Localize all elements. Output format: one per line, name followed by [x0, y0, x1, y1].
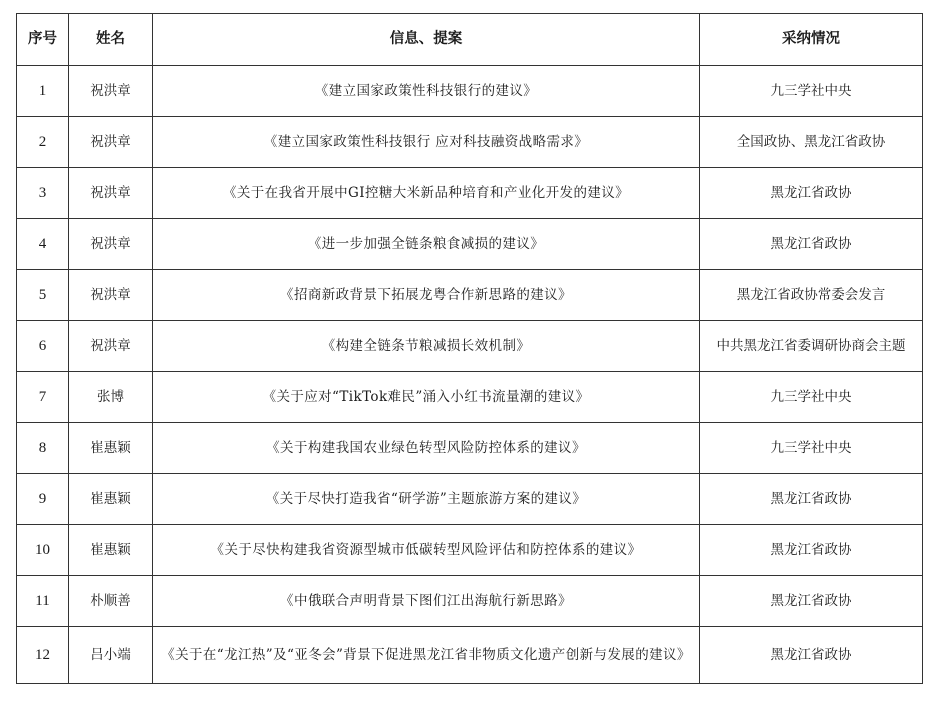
row-proposal: 《中俄联合声明背景下图们江出海航行新思路》 — [153, 576, 700, 627]
table-row — [17, 66, 923, 117]
row-proposal: 《关于在“龙江热”及“亚冬会”背景下促进黑龙江省非物质文化遗产创新与发展的建议》 — [153, 627, 700, 684]
row-proposal: 《构建全链条节粮减损长效机制》 — [153, 321, 700, 372]
table-row — [17, 270, 923, 321]
row-name: 张博 — [69, 372, 153, 423]
row-proposal: 《关于在我省开展中GI控糖大米新品种培育和产业化开发的建议》 — [153, 168, 700, 219]
proposal-table — [16, 13, 923, 684]
row-name: 朴顺善 — [69, 576, 153, 627]
row-index: 11 — [17, 576, 69, 627]
row-adoption: 中共黑龙江省委调研协商会主题 — [700, 321, 923, 372]
row-proposal: 《关于尽快打造我省“研学游”主题旅游方案的建议》 — [153, 474, 700, 525]
row-name: 祝洪章 — [69, 168, 153, 219]
row-name: 崔惠颖 — [69, 474, 153, 525]
table-row — [17, 117, 923, 168]
row-proposal: 《进一步加强全链条粮食减损的建议》 — [153, 219, 700, 270]
row-proposal: 《关于应对“TikTok难民”涌入小红书流量潮的建议》 — [153, 372, 700, 423]
row-name: 吕小端 — [69, 627, 153, 684]
row-name: 祝洪章 — [69, 66, 153, 117]
row-adoption: 黑龙江省政协常委会发言 — [700, 270, 923, 321]
header-proposal: 信息、提案 — [153, 14, 700, 66]
row-index: 4 — [17, 219, 69, 270]
row-name: 崔惠颖 — [69, 525, 153, 576]
table-row — [17, 321, 923, 372]
header-index: 序号 — [17, 14, 69, 66]
row-name: 崔惠颖 — [69, 423, 153, 474]
row-adoption: 黑龙江省政协 — [700, 168, 923, 219]
row-index: 2 — [17, 117, 69, 168]
row-index: 3 — [17, 168, 69, 219]
row-name: 祝洪章 — [69, 117, 153, 168]
row-adoption: 九三学社中央 — [700, 423, 923, 474]
row-index: 1 — [17, 66, 69, 117]
row-name: 祝洪章 — [69, 219, 153, 270]
table-row — [17, 627, 923, 684]
row-index: 9 — [17, 474, 69, 525]
header-name: 姓名 — [69, 14, 153, 66]
row-index: 8 — [17, 423, 69, 474]
table-row — [17, 576, 923, 627]
row-adoption: 九三学社中央 — [700, 66, 923, 117]
header-adoption: 采纳情况 — [700, 14, 923, 66]
row-name: 祝洪章 — [69, 321, 153, 372]
row-adoption: 全国政协、黑龙江省政协 — [700, 117, 923, 168]
table-row — [17, 423, 923, 474]
table-row — [17, 372, 923, 423]
row-adoption: 黑龙江省政协 — [700, 627, 923, 684]
row-index: 6 — [17, 321, 69, 372]
row-proposal: 《建立国家政策性科技银行的建议》 — [153, 66, 700, 117]
row-adoption: 黑龙江省政协 — [700, 525, 923, 576]
row-proposal: 《关于构建我国农业绿色转型风险防控体系的建议》 — [153, 423, 700, 474]
row-index: 5 — [17, 270, 69, 321]
row-proposal: 《招商新政背景下拓展龙粤合作新思路的建议》 — [153, 270, 700, 321]
row-adoption: 黑龙江省政协 — [700, 576, 923, 627]
row-name: 祝洪章 — [69, 270, 153, 321]
table-row — [17, 168, 923, 219]
row-index: 7 — [17, 372, 69, 423]
table-row — [17, 219, 923, 270]
header-row — [17, 14, 923, 66]
row-index: 12 — [17, 627, 69, 684]
row-adoption: 黑龙江省政协 — [700, 219, 923, 270]
table-row — [17, 525, 923, 576]
row-proposal: 《建立国家政策性科技银行 应对科技融资战略需求》 — [153, 117, 700, 168]
table-row — [17, 474, 923, 525]
row-proposal: 《关于尽快构建我省资源型城市低碳转型风险评估和防控体系的建议》 — [153, 525, 700, 576]
row-index: 10 — [17, 525, 69, 576]
row-adoption: 黑龙江省政协 — [700, 474, 923, 525]
row-adoption: 九三学社中央 — [700, 372, 923, 423]
